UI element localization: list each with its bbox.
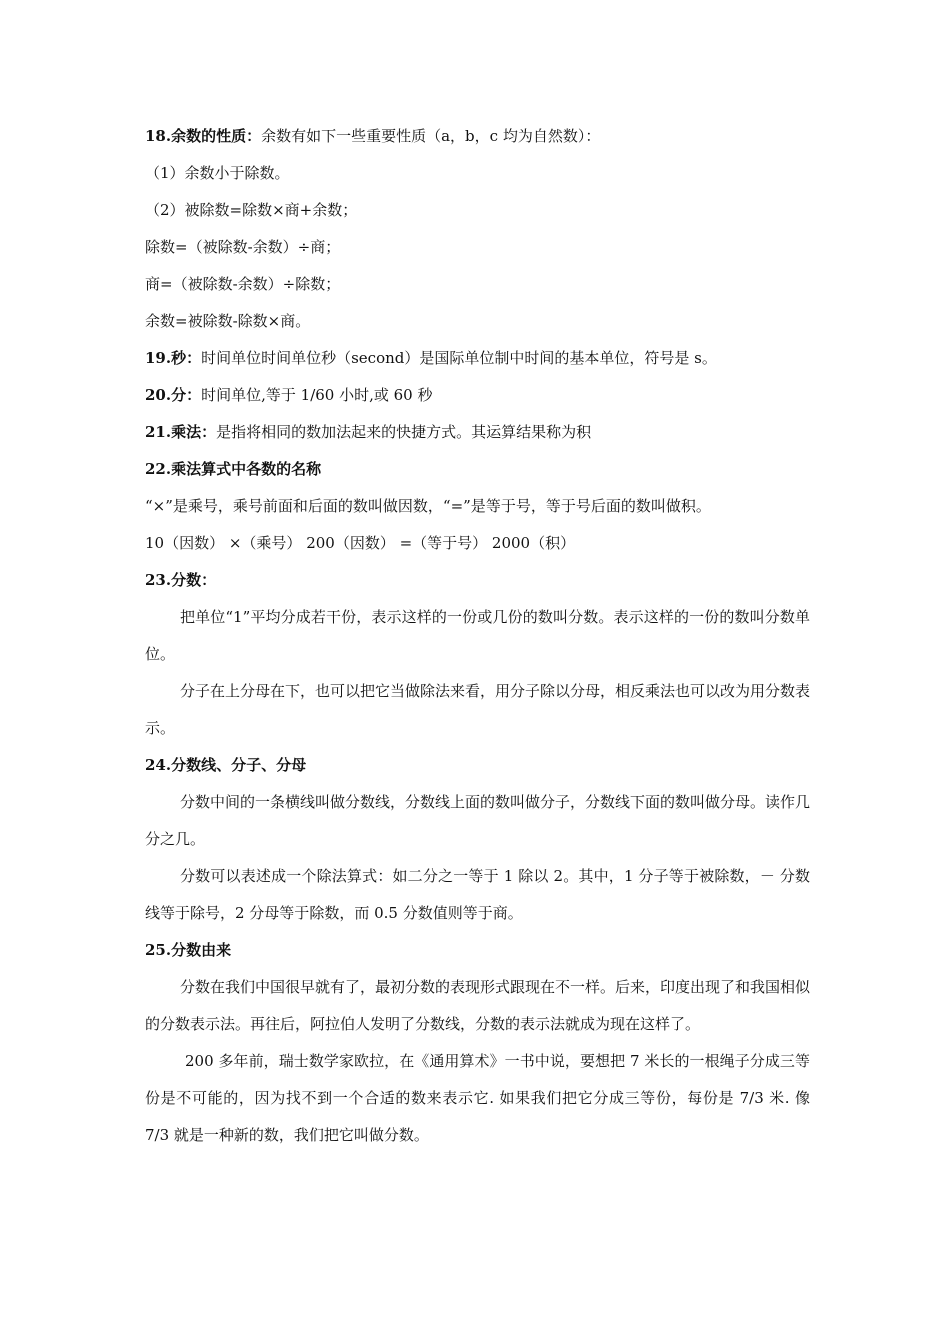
section-18-formula-remainder: 余数=被除数-除数×商。 [145, 312, 311, 330]
section-23-paragraph-2: 分子在上分母在下，也可以把它当做除法来看，用分子除以分母，相反乘法也可以改为用分数表示。 [145, 682, 811, 737]
section-18-heading [145, 118, 810, 155]
section-22-text: “×”是乘号，乘号前面和后面的数叫做因数，“=”是等于号，等于号后面的数叫做积。 [145, 497, 711, 515]
section-23-paragraph-1: 把单位“1”平均分成若干份，表示这样的一份或几份的数叫分数。表示这样的一份的数叫分数单位。 [145, 608, 810, 663]
section-25-paragraph-2: 200 多年前，瑞士数学家欧拉，在《通用算术》一书中说，要想把 7 米长的一根绳子分成三等份是不可能的，因为找不到一个合适的数来表示它. 如果我们把它分成三等份，每份是 7/3 米. 像 7/3 就是一种新的数，我们把它叫做分数。 [145, 1052, 810, 1144]
section-18-formula-quotient: 商=（被除数-余数）÷除数； [145, 275, 341, 293]
section-18-title: 18.余数的性质： [145, 127, 262, 145]
section-19-text: 时间单位时间单位秒（second）是国际单位制中时间的基本单位，符号是 s。 [201, 349, 717, 367]
section-19-title: 19.秒： [145, 349, 202, 367]
document-body [145, 118, 810, 1154]
section-20-title: 20.分： [145, 386, 202, 404]
section-18-formula-divisor: 除数=（被除数-余数）÷商； [145, 238, 341, 256]
section-20-text: 时间单位,等于 1/60 小时,或 60 秒 [201, 386, 433, 404]
section-18-item-1: （1）余数小于除数。 [145, 164, 290, 182]
section-25-title: 25.分数由来 [145, 941, 232, 959]
section-24-paragraph-2: 分数可以表述成一个除法算式：如二分之一等于 1 除以 2。其中，1 分子等于被除数，－ 分数线等于除号，2 分母等于除数，而 0.5 分数值则等于商。 [145, 867, 810, 922]
section-24-title: 24.分数线、分子、分母 [145, 756, 307, 774]
section-25-paragraph-1: 分数在我们中国很早就有了，最初分数的表现形式跟现在不一样。后来，印度出现了和我国相似的分数表示法。再往后，阿拉伯人发明了分数线，分数的表示法就成为现在这样了。 [145, 978, 811, 1033]
section-22-example: 10（因数） ×（乘号） 200（因数） =（等于号） 2000（积） [145, 534, 576, 552]
section-19-heading [145, 340, 810, 377]
section-18-item-2: （2）被除数=除数×商+余数； [145, 201, 358, 219]
section-21-heading [145, 414, 810, 451]
section-20-heading [145, 377, 810, 414]
section-18-text: 余数有如下一些重要性质（a，b，c 均为自然数）： [261, 127, 601, 145]
section-21-text: 是指将相同的数加法起来的快捷方式。其运算结果称为积 [216, 423, 592, 441]
section-23-title: 23.分数： [145, 571, 217, 589]
section-24-paragraph-1: 分数中间的一条横线叫做分数线，分数线上面的数叫做分子，分数线下面的数叫做分母。读作几分之几。 [145, 793, 811, 848]
section-22-title: 22.乘法算式中各数的名称 [145, 460, 322, 478]
section-21-title: 21.乘法： [145, 423, 217, 441]
